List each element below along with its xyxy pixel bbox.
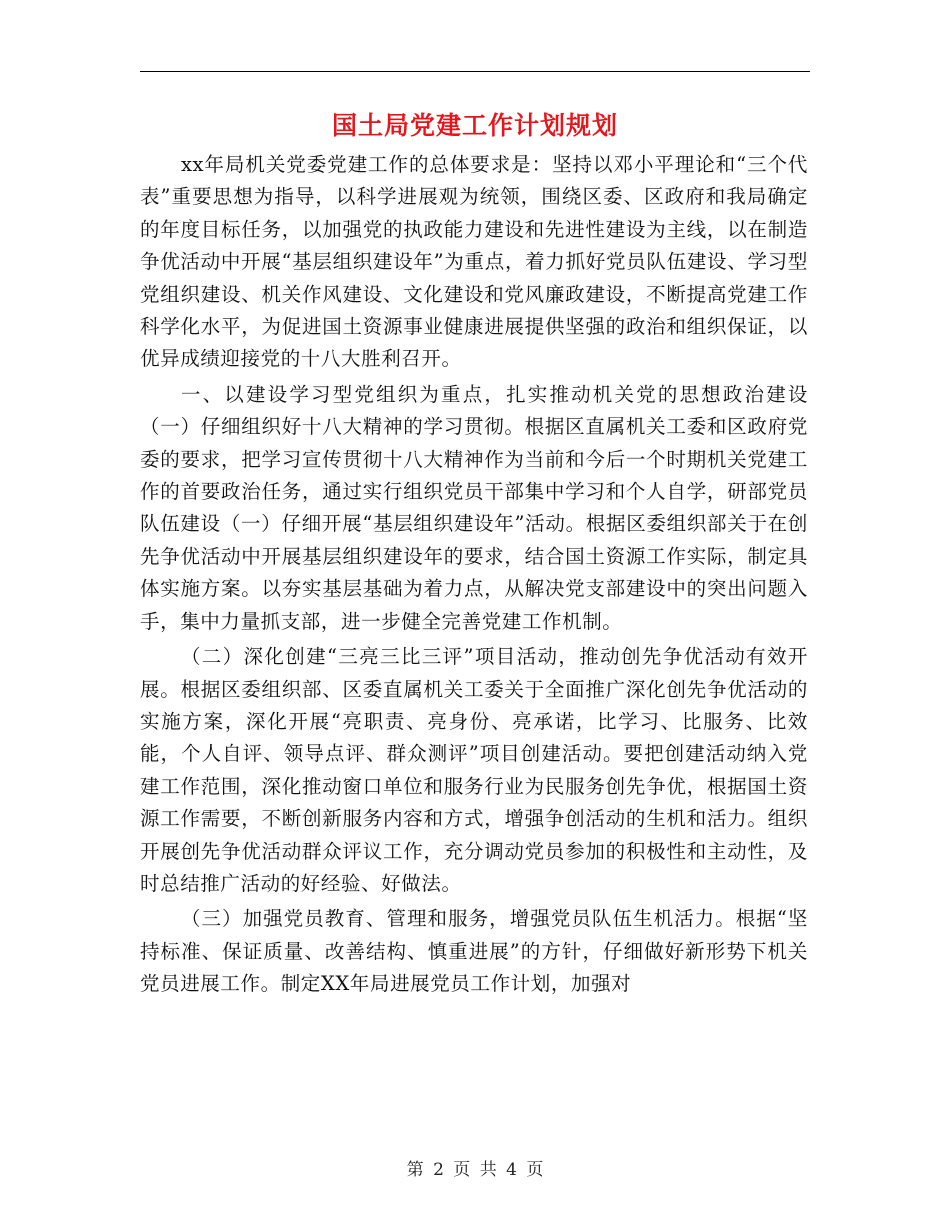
- document-title: 国土局党建工作计划规划: [331, 111, 618, 140]
- document-body: [140, 149, 808, 1004]
- header-rule: [140, 71, 810, 72]
- paragraph-section-1: 一、以建设学习型党组织为重点，扎实推动机关党的思想政治建设（一）仔细组织好十八大精神的学习贯彻。根据区直属机关工委和区政府党委的要求，把学习宣传贯彻十八大精神作为当前和今后一个时期机关党建工作的首要政治任务，通过实行组织党员干部集中学习和个人自学，研部党员队伍建设（一）仔细开展“基层组织建设年”活动。根据区委组织部关于在创先争优活动中开展基层组织建设年的要求，结合国土资源工作实际，制定具体实施方案。以夯实基层基础为着力点，从解决党支部建设中的突出问题入手，集中力量抓支部，进一步健全完善党建工作机制。: [140, 382, 808, 633]
- paragraph-intro: xx年局机关党委党建工作的总体要求是：坚持以邓小平理论和“三个代表”重要思想为指导，以科学进展观为统领，围绕区委、区政府和我局确定的年度目标任务，以加强党的执政能力建设和先进性建设为主线，以在制造争优活动中开展“基层组织建设年”为重点，着力抓好党员队伍建设、学习型党组织建设、机关作风建设、文化建设和党风廉政建设，不断提高党建工作科学化水平，为促进国土资源事业健康进展提供坚强的政治和组织保证，以优异成绩迎接党的十八大胜利召开。: [140, 153, 808, 371]
- paragraph-section-3: （三）加强党员教育、管理和服务，增强党员队伍生机活力。根据“坚持标准、保证质量、改善结构、慎重进展”的方针，仔细做好新形势下机关党员进展工作。制定XX年局进展党员工作计划，加强对: [140, 907, 808, 996]
- page-number-footer: 第 2 页 共 4 页: [406, 1160, 544, 1180]
- paragraph-section-2: （二）深化创建“三亮三比三评”项目活动，推动创先争优活动有效开展。根据区委组织部、区委直属机关工委关于全面推广深化创先争优活动的实施方案，深化开展“亮职责、亮身份、亮承诺，比学习、比服务、比效能，个人自评、领导点评、群众测评”项目创建活动。要把创建活动纳入党建工作范围，深化推动窗口单位和服务行业为民服务创先争优，根据国土资源工作需要，不断创新服务内容和方式，增强争创活动的生机和活力。组织开展创先争优活动群众评议工作，充分调动党员参加的积极性和主动性，及时总结推广活动的好经验、好做法。: [140, 645, 808, 895]
